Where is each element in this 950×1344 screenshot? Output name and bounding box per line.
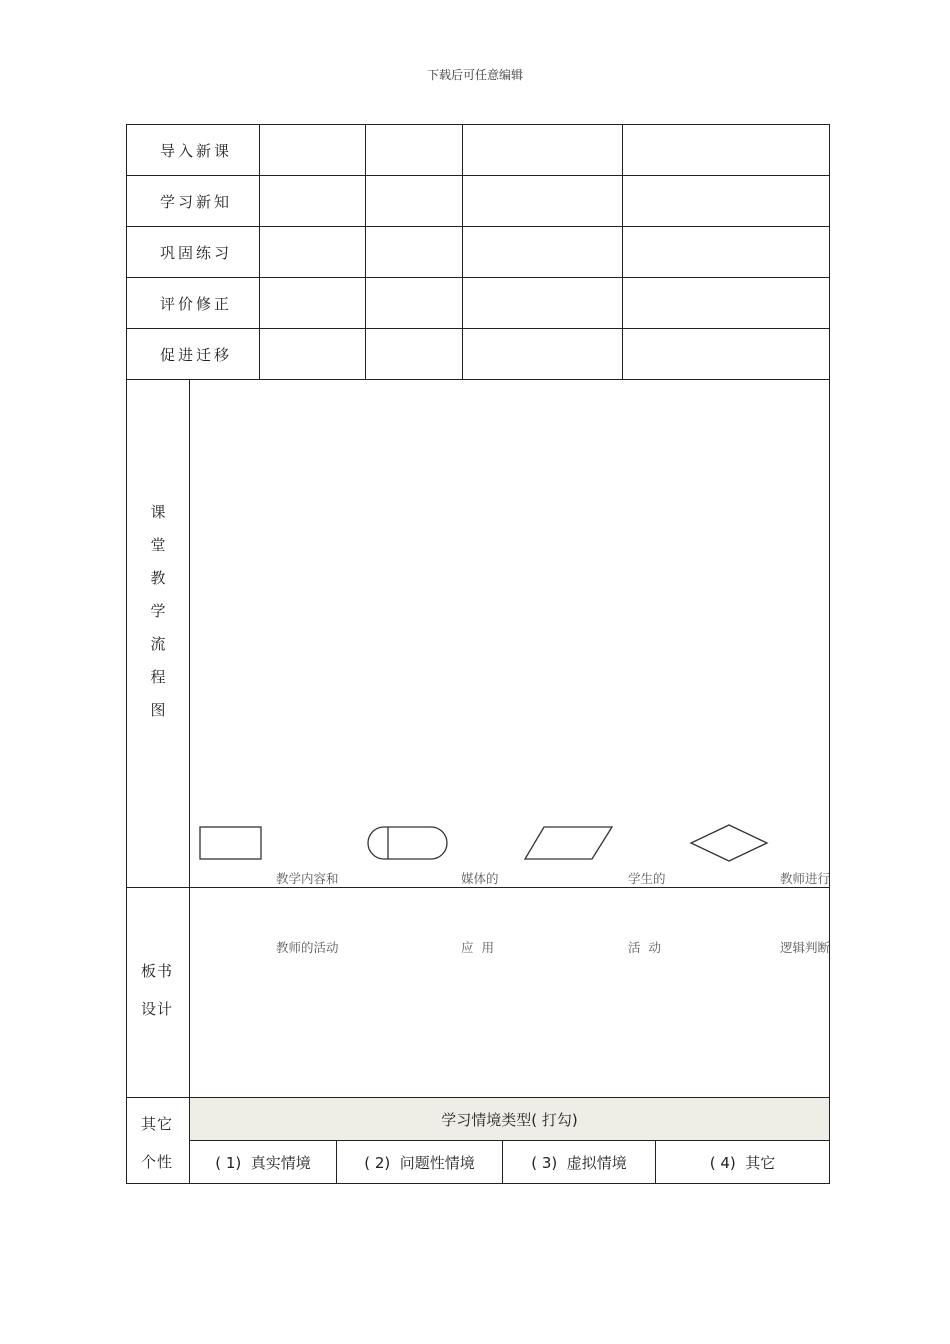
stage-label-intro: 导入新课 <box>160 142 233 160</box>
column-divider <box>462 124 463 380</box>
legend-line: 媒体的 <box>461 871 499 886</box>
option-other-situation[interactable]: ( 4) 其它 <box>709 1154 776 1172</box>
media-capsule-icon <box>367 826 449 860</box>
flowchart-label-char: 堂 <box>150 536 166 554</box>
diamond-icon <box>689 824 769 862</box>
table-right-border <box>829 124 830 1184</box>
page-header-note: 下载后可任意编辑 <box>426 68 523 82</box>
row-divider <box>126 175 830 176</box>
rectangle-icon <box>199 826 263 860</box>
legend-line: 教师进行 <box>780 871 831 886</box>
board-design-area <box>190 888 829 1097</box>
option-problem-situation[interactable]: ( 2) 问题性情境 <box>364 1154 475 1172</box>
flowchart-label-char: 图 <box>150 701 166 719</box>
other-label-line1: 其它 <box>141 1115 174 1133</box>
table-top-border <box>126 124 830 125</box>
row-divider <box>189 1140 830 1141</box>
option-real-situation[interactable]: ( 1) 真实情境 <box>215 1154 311 1172</box>
column-divider <box>365 124 366 380</box>
parallelogram-icon <box>524 826 614 860</box>
board-label-line2: 设计 <box>141 1000 174 1018</box>
table-left-border <box>126 124 127 1184</box>
flowchart-label-char: 流 <box>150 635 166 653</box>
legend-line: 逻辑判断 <box>780 940 831 955</box>
table-bottom-border <box>126 1183 830 1184</box>
legend-line: 活 动 <box>628 940 661 955</box>
flowchart-canvas <box>190 380 829 887</box>
row-divider <box>126 328 830 329</box>
option-virtual-situation[interactable]: ( 3) 虚拟情境 <box>531 1154 627 1172</box>
situation-title: 学习情境类型( 打勾) <box>441 1111 578 1129</box>
legend-line: 教师的活动 <box>276 940 339 955</box>
legend-line: 学生的 <box>628 871 666 886</box>
flowchart-label-char: 教 <box>150 569 166 587</box>
other-label-line2: 个性 <box>141 1153 174 1171</box>
legend-line: 教学内容和 <box>276 871 339 886</box>
column-divider <box>622 124 623 380</box>
flowchart-label <box>143 496 173 727</box>
stage-label-evaluate: 评价修正 <box>160 295 233 313</box>
stage-label-practice: 巩固练习 <box>160 244 233 262</box>
flowchart-label-char: 学 <box>150 602 166 620</box>
column-divider <box>259 124 260 380</box>
board-label-line1: 板书 <box>141 962 174 980</box>
flowchart-label-char: 程 <box>150 668 166 686</box>
row-divider <box>126 226 830 227</box>
stage-label-transfer: 促进迁移 <box>160 346 233 364</box>
stage-label-learn: 学习新知 <box>160 193 233 211</box>
legend-text-logic-clip <box>780 821 831 955</box>
legend-line: 应 用 <box>461 940 494 955</box>
row-divider <box>126 277 830 278</box>
flowchart-label-char: 课 <box>150 503 166 521</box>
